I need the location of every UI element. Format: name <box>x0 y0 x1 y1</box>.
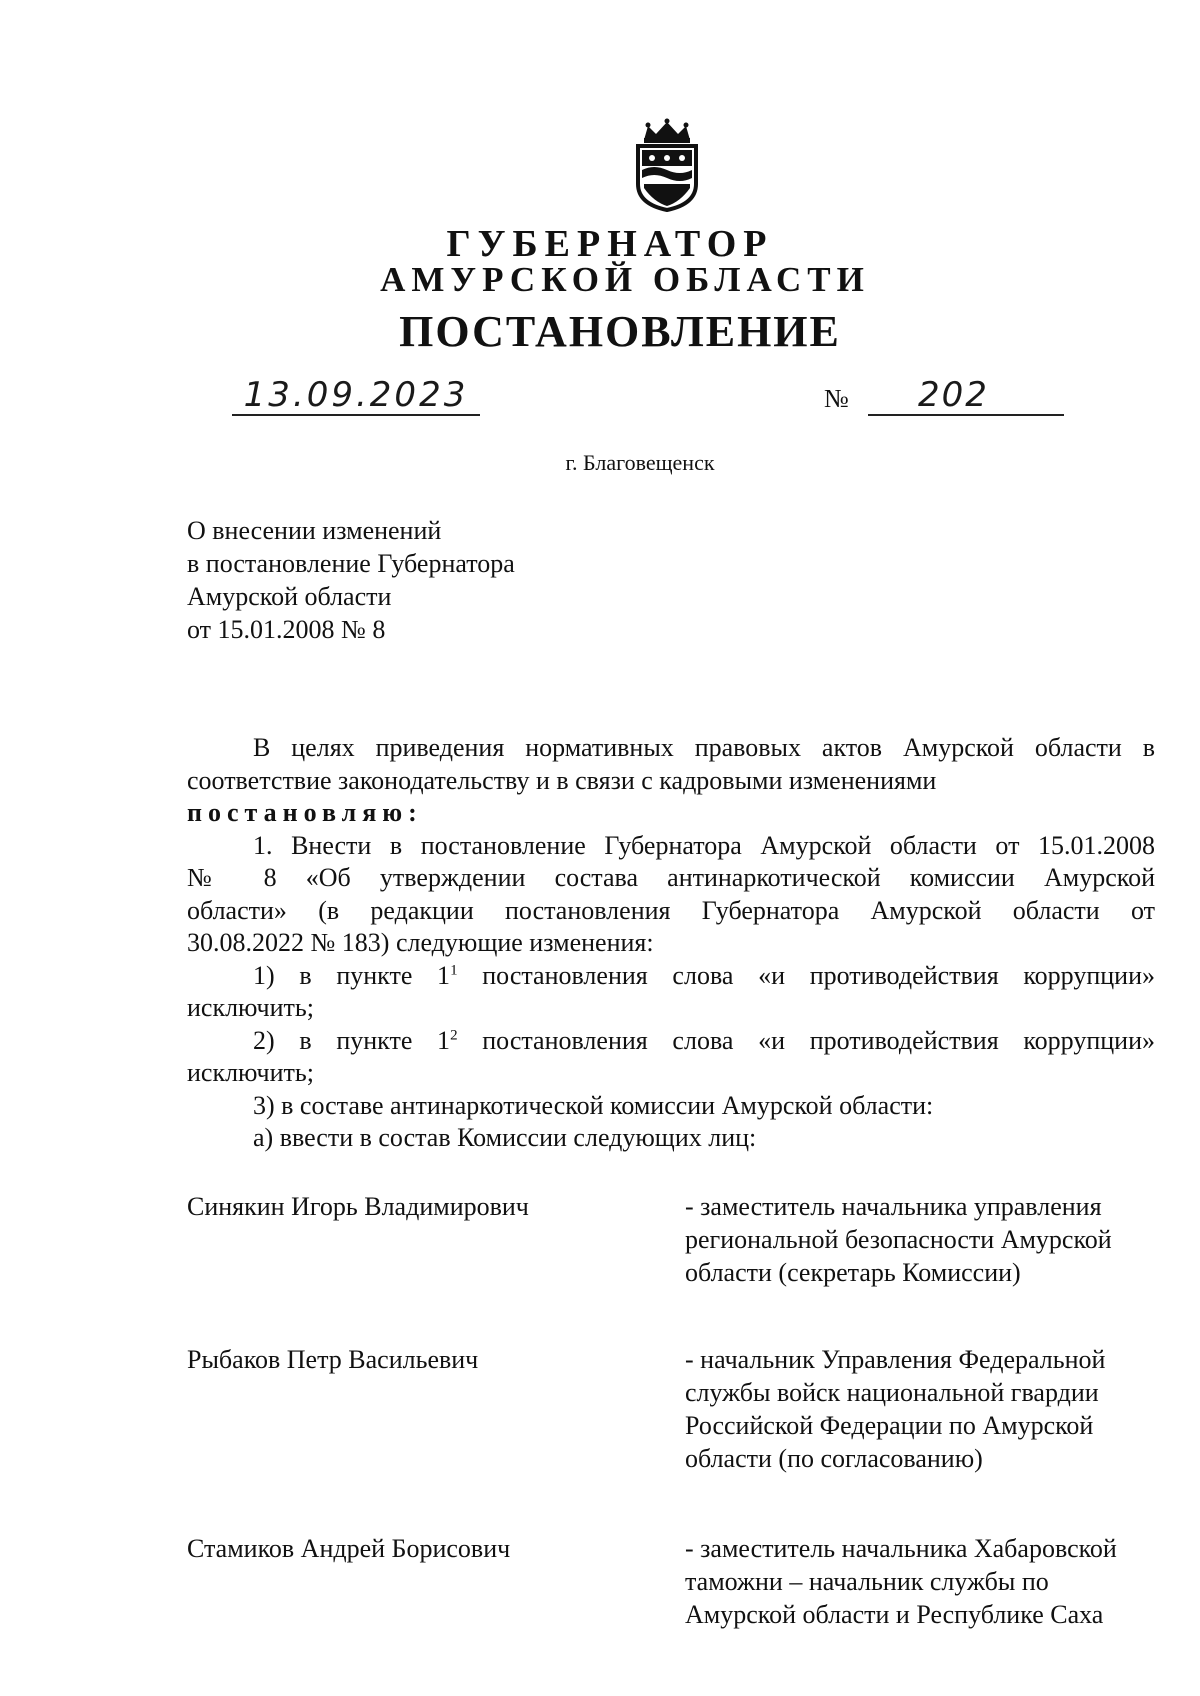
subject-line: от 15.01.2008 № 8 <box>187 615 386 644</box>
member-role <box>685 1190 1155 1289</box>
header-doc-type: ПОСТАНОВЛЕНИЕ <box>399 307 841 356</box>
role-line: области (секретарь Комиссии) <box>685 1258 1021 1287</box>
subitem-text: 1) в пункте 1 <box>253 960 451 990</box>
role-line: - заместитель начальника Хабаровской <box>685 1534 1117 1563</box>
city-name: г. Благовещенск <box>565 450 715 475</box>
subitem-text: 2) в пункте 1 <box>253 1025 451 1055</box>
header-governor: ГУБЕРНАТОР <box>446 223 774 265</box>
header-region: АМУРСКОЙ ОБЛАСТИ <box>380 260 870 299</box>
subitem-line <box>187 1025 1155 1058</box>
paragraph-line: 1. Внести в постановление Губернатора Амурской области от 15.01.2008 <box>253 830 1155 860</box>
role-line: области (по согласованию) <box>685 1444 983 1473</box>
member-name: Рыбаков Петр Васильевич <box>187 1345 479 1374</box>
member-role <box>685 1343 1155 1475</box>
subject-line: в постановление Губернатора <box>187 549 515 578</box>
role-line: таможни – начальник службы по <box>685 1567 1049 1596</box>
role-line: Российской Федерации по Амурской <box>685 1411 1094 1440</box>
role-line: - заместитель начальника управления <box>685 1192 1102 1221</box>
role-line: Амурской области и Республике Саха <box>685 1600 1104 1629</box>
preamble-line: В целях приведения нормативных правовых актов Амурской области в <box>253 733 1155 762</box>
number-label: № <box>824 384 849 413</box>
subject-line: Амурской области <box>187 582 392 611</box>
role-line: региональной безопасности Амурской <box>685 1225 1112 1254</box>
role-line: - начальник Управления Федеральной <box>685 1345 1106 1374</box>
subitem-text: постановления слова «и противодействия коррупции» <box>457 1025 1155 1055</box>
paragraph-line: области» (в редакции постановления Губернатора Амурской области от <box>187 895 1155 925</box>
subitem-line: а) ввести в состав Комиссии следующих лиц: <box>253 1123 757 1152</box>
paragraph-line: № 8 «Об утверждении состава антинаркотической комиссии Амурской <box>187 863 1155 892</box>
preamble-line: соответствие законодательству и в связи с кадровыми изменениями <box>187 765 937 795</box>
coat-of-arms-icon <box>630 118 704 212</box>
document-subject <box>187 514 515 646</box>
decree-word: постановляю: <box>187 798 423 827</box>
subitem-line: исключить; <box>187 993 314 1022</box>
subject-line: О внесении изменений <box>187 516 442 545</box>
document-body <box>187 732 1155 1155</box>
role-line: службы войск национальной гвардии <box>685 1378 1099 1407</box>
superscript: 1 <box>450 961 458 978</box>
member-name: Стамиков Андрей Борисович <box>187 1534 511 1563</box>
subitem-line: исключить; <box>187 1058 314 1087</box>
member-role <box>685 1532 1155 1631</box>
member-name: Синякин Игорь Владимирович <box>187 1192 529 1221</box>
superscript: 2 <box>450 1026 458 1043</box>
paragraph-line: 30.08.2022 № 183) следующие изменения: <box>187 928 654 957</box>
subitem-text: постановления слова «и противодействия коррупции» <box>457 960 1155 990</box>
handwritten-date: 13.09.2023 <box>232 376 480 416</box>
subitem-line: 3) в составе антинаркотической комиссии Амурской области: <box>253 1090 934 1120</box>
subitem-line <box>187 960 1155 993</box>
handwritten-number: 202 <box>868 376 1064 416</box>
